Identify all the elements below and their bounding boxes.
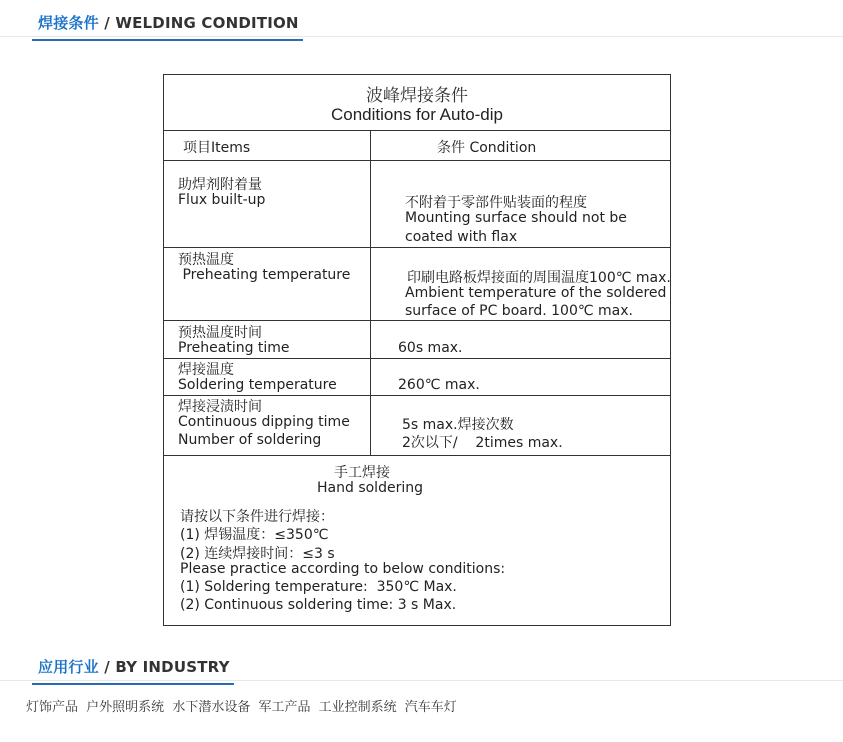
hand-soldering-line: 请按以下条件进行焊接： — [180, 509, 334, 525]
welding-condition-title-zh: 焊接条件 — [38, 14, 99, 32]
row-preheat-temp-item-en: Preheating temperature — [178, 267, 351, 283]
row-dipping-item-count: Number of soldering — [178, 432, 322, 448]
industry-item-outdoor-lighting[interactable]: 户外照明系统 — [86, 700, 165, 715]
table-title-en: Conditions for Auto-dip — [331, 105, 503, 124]
row-flux-condition: coated with flax — [405, 229, 518, 245]
row-dipping-item-zh: 焊接浸渍时间 — [178, 399, 262, 415]
table-divider — [164, 160, 670, 161]
table-divider — [164, 358, 670, 359]
table-divider — [164, 130, 670, 131]
welding-condition-title — [32, 12, 303, 41]
hand-soldering-line: (2) 连续焊接时间：≤3 s — [180, 546, 335, 562]
row-preheat-temp-condition: Ambient temperature of the soldered — [405, 285, 667, 301]
hand-soldering-line: (1) 焊锡温度：≤350℃ — [180, 527, 329, 543]
row-preheat-time-item-zh: 预热温度时间 — [178, 325, 262, 341]
row-dipping-item-en: Continuous dipping time — [178, 414, 350, 430]
industry-list — [26, 696, 461, 715]
industry-item-automotive[interactable]: 汽车车灯 — [404, 700, 457, 715]
conditions-table — [163, 74, 671, 626]
table-column-divider — [370, 130, 371, 455]
welding-condition-header — [0, 12, 843, 37]
hand-soldering-line: Please practice according to below conditions: — [180, 561, 506, 577]
hand-soldering-line: (1) Soldering temperature: 350℃ Max. — [180, 579, 457, 595]
header-items: 项目Items — [183, 140, 251, 156]
hand-soldering-title-zh: 手工焊接 — [334, 465, 390, 481]
table-title-zh: 波峰焊接条件 — [366, 86, 468, 106]
table-divider — [164, 247, 670, 248]
welding-condition-title-separator: / — [98, 14, 116, 32]
hand-soldering-title-en: Hand soldering — [317, 480, 423, 496]
table-divider — [164, 320, 670, 321]
row-preheat-temp-condition: 印刷电路板焊接面的周围温度100℃ max. — [407, 270, 671, 286]
industry-item-lighting[interactable]: 灯饰产品 — [26, 700, 79, 715]
row-preheat-temp-condition: surface of PC board. 100℃ max. — [405, 303, 633, 319]
table-divider — [164, 455, 670, 456]
by-industry-title — [32, 656, 234, 685]
industry-item-underwater[interactable]: 水下潜水设备 — [172, 700, 251, 715]
row-flux-item-zh: 助焊剂附着量 — [178, 177, 262, 193]
row-dipping-condition: 2次以下/ 2times max. — [402, 435, 563, 451]
industry-item-industrial-control[interactable]: 工业控制系统 — [318, 700, 397, 715]
row-dipping-condition: 5s max.焊接次数 — [402, 417, 514, 433]
row-preheat-time-item-en: Preheating time — [178, 340, 290, 356]
row-solder-temp-item-zh: 焊接温度 — [178, 362, 234, 378]
row-flux-condition: 不附着于零部件贴装面的程度 — [405, 195, 587, 211]
row-flux-item-en: Flux built-up — [178, 192, 266, 208]
by-industry-header — [0, 656, 843, 681]
row-solder-temp-item-en: Soldering temperature — [178, 377, 337, 393]
by-industry-title-en: BY INDUSTRY — [115, 658, 230, 676]
row-solder-temp-condition: 260℃ max. — [398, 377, 480, 393]
row-preheat-temp-item-zh: 预热温度 — [178, 252, 234, 268]
header-condition: 条件 Condition — [437, 140, 537, 156]
row-flux-condition: Mounting surface should not be — [405, 210, 627, 226]
row-preheat-time-condition: 60s max. — [398, 340, 463, 356]
by-industry-title-separator: / — [98, 658, 116, 676]
welding-condition-title-en: WELDING CONDITION — [115, 14, 299, 32]
industry-item-military[interactable]: 军工产品 — [258, 700, 311, 715]
hand-soldering-line: (2) Continuous soldering time: 3 s Max. — [180, 597, 457, 613]
by-industry-title-zh: 应用行业 — [38, 658, 99, 676]
